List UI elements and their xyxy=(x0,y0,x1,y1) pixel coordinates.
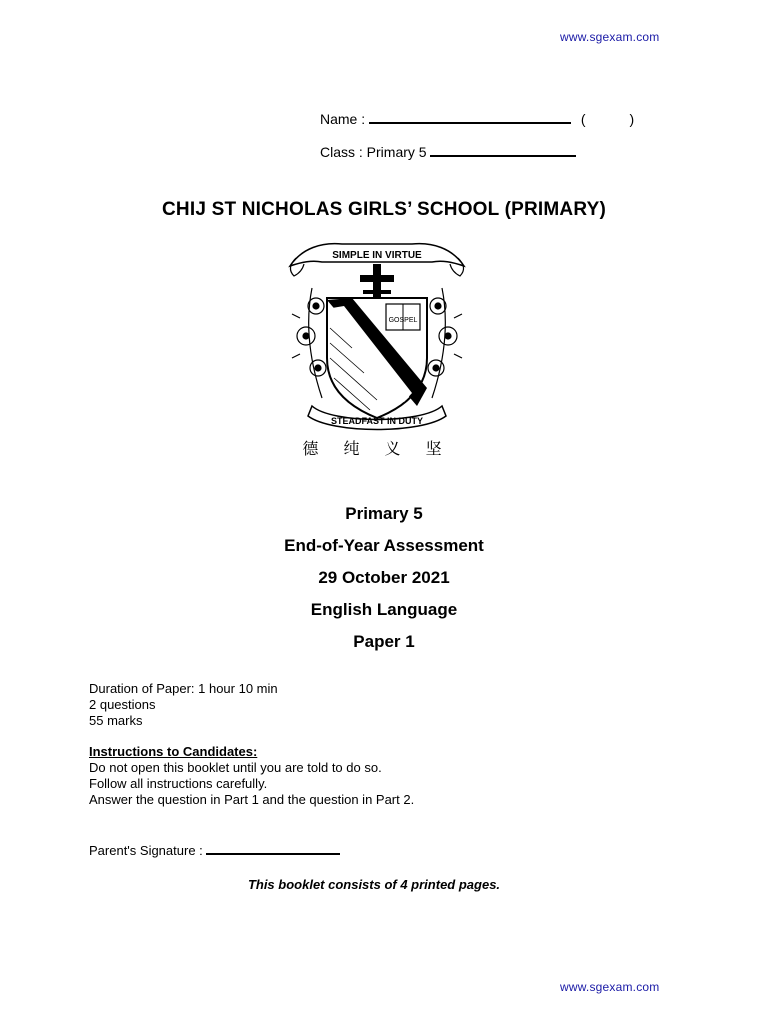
instruction-line: Answer the question in Part 1 and the question in Part 2. xyxy=(89,792,415,807)
signature-label: Parent's Signature : xyxy=(89,843,203,858)
name-blank-line[interactable] xyxy=(369,110,571,124)
exam-paper: Paper 1 xyxy=(353,632,415,651)
class-blank-line[interactable] xyxy=(430,143,576,157)
school-crest xyxy=(282,228,472,468)
watermark-bottom: www.sgexam.com xyxy=(560,980,660,994)
paren-open: ( xyxy=(580,111,586,127)
signature-blank-line[interactable] xyxy=(206,843,340,855)
instruction-line: Do not open this booklet until you are told to do so. xyxy=(89,760,382,775)
questions-text: 2 questions xyxy=(89,697,156,712)
signature-row xyxy=(89,843,340,858)
name-label: Name : xyxy=(320,111,366,127)
crest-motto-top: SIMPLE IN VIRTUE xyxy=(332,250,422,261)
booklet-page-note: This booklet consists of 4 printed pages. xyxy=(247,877,501,892)
instructions-block xyxy=(89,744,414,808)
paren-close: ) xyxy=(629,111,635,127)
exam-assessment: End-of-Year Assessment xyxy=(284,536,484,555)
instruction-line: Follow all instructions carefully. xyxy=(89,776,268,791)
crest-motto-bottom: STEADFAST IN DUTY xyxy=(330,416,424,426)
exam-subject: English Language xyxy=(310,600,458,619)
instructions-heading: Instructions to Candidates: xyxy=(89,744,258,759)
duration-text: Duration of Paper: 1 hour 10 min xyxy=(89,681,278,696)
class-label: Class : Primary 5 xyxy=(320,144,427,160)
marks-text: 55 marks xyxy=(89,713,143,728)
name-field-row xyxy=(320,110,634,127)
exam-date: 29 October 2021 xyxy=(318,568,450,587)
crest-chinese-motto: 德 纯 义 坚 xyxy=(302,439,452,458)
exam-level: Primary 5 xyxy=(345,504,423,523)
crest-shield-text: GOSPEL xyxy=(388,317,418,324)
watermark-top: www.sgexam.com xyxy=(560,30,660,44)
paper-details xyxy=(89,681,278,729)
school-name: CHIJ ST NICHOLAS GIRLS’ SCHOOL (PRIMARY) xyxy=(162,199,606,220)
class-field-row xyxy=(320,143,576,160)
exam-title-block xyxy=(0,503,768,663)
